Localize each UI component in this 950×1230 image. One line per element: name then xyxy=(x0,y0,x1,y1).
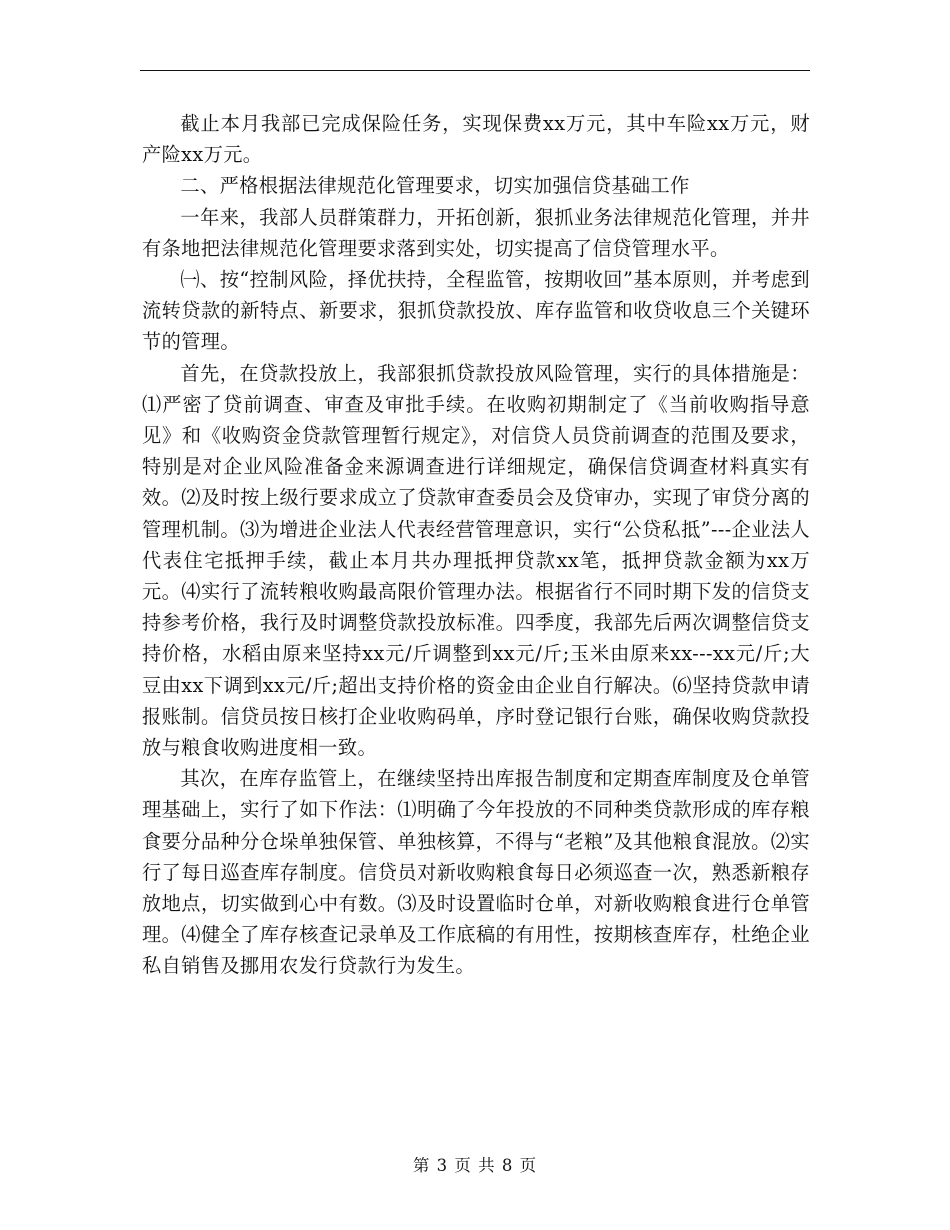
header-rule xyxy=(140,70,810,71)
paragraph-loan-disbursement: 首先，在贷款投放上，我部狠抓贷款投放风险管理，实行的具体措施是：⑴严密了贷前调查、审查及审批手续。在收购初期制定了《当前收购指导意见》和《收购资金贷款管理暂行规定》，对信贷人员贷前调查的范围及要求，特别是对企业风险准备金来源调查进行详细规定，确保信贷调查材料真实有效。⑵及时按上级行要求成立了贷款审查委员会及贷审办，实现了审贷分离的管理机制。⑶为增进企业法人代表经营管理意识，实行“公贷私抵”---企业法人代表住宅抵押手续，截止本月共办理抵押贷款xx笔，抵押贷款金额为xx万元。⑷实行了流转粮收购最高限价管理办法。根据省行不同时期下发的信贷支持参考价格，我行及时调整贷款投放标准。四季度，我部先后两次调整信贷支持价格，水稻由原来坚持xx元/斤调整到xx元/斤;玉米由原来xx---xx元/斤;大豆由xx下调到xx元/斤;超出支持价格的资金由企业自行解决。⑹坚持贷款申请报账制。信贷员按日核打企业收购码单，序时登记银行台账，确保收购贷款投放与粮食收购进度相一致。 xyxy=(142,361,810,760)
paragraph-insurance-summary: 截止本月我部已完成保险任务，实现保费xx万元，其中车险xx万元，财产险xx万元。 xyxy=(142,112,810,167)
document-body xyxy=(142,108,810,982)
page-footer xyxy=(0,1152,950,1176)
section-heading-credit-foundation: 二、严格根据法律规范化管理要求，切实加强信贷基础工作 xyxy=(180,174,690,198)
page-number-label: 第 3 页 共 8 页 xyxy=(412,1156,538,1175)
paragraph-principles: ㈠、按“控制风险，择优扶持，全程监管，按期收回”基本原则，并考虑到流转贷款的新特点、新要求，狠抓贷款投放、库存监管和收贷收息三个关键环节的管理。 xyxy=(142,268,810,354)
paragraph-year-overview: 一年来，我部人员群策群力，开拓创新，狠抓业务法律规范化管理，并井有条地把法律规范化管理要求落到实处，切实提高了信贷管理水平。 xyxy=(142,205,810,260)
paragraph-inventory-supervision: 其次，在库存监管上，在继续坚持出库报告制度和定期查库制度及仓单管理基础上，实行了如下作法：⑴明确了今年投放的不同种类贷款形成的库存粮食要分品种分仓垛单独保管、单独核算，不得与“老粮”及其他粮食混放。⑵实行了每日巡查库存制度。信贷员对新收购粮食每日必须巡查一次，熟悉新粮存放地点，切实做到心中有数。⑶及时设置临时仓单，对新收购粮食进行仓单管理。⑷健全了库存核查记录单及工作底稿的有用性，按期核查库存，杜绝企业私自销售及挪用农发行贷款行为发生。 xyxy=(142,767,810,978)
